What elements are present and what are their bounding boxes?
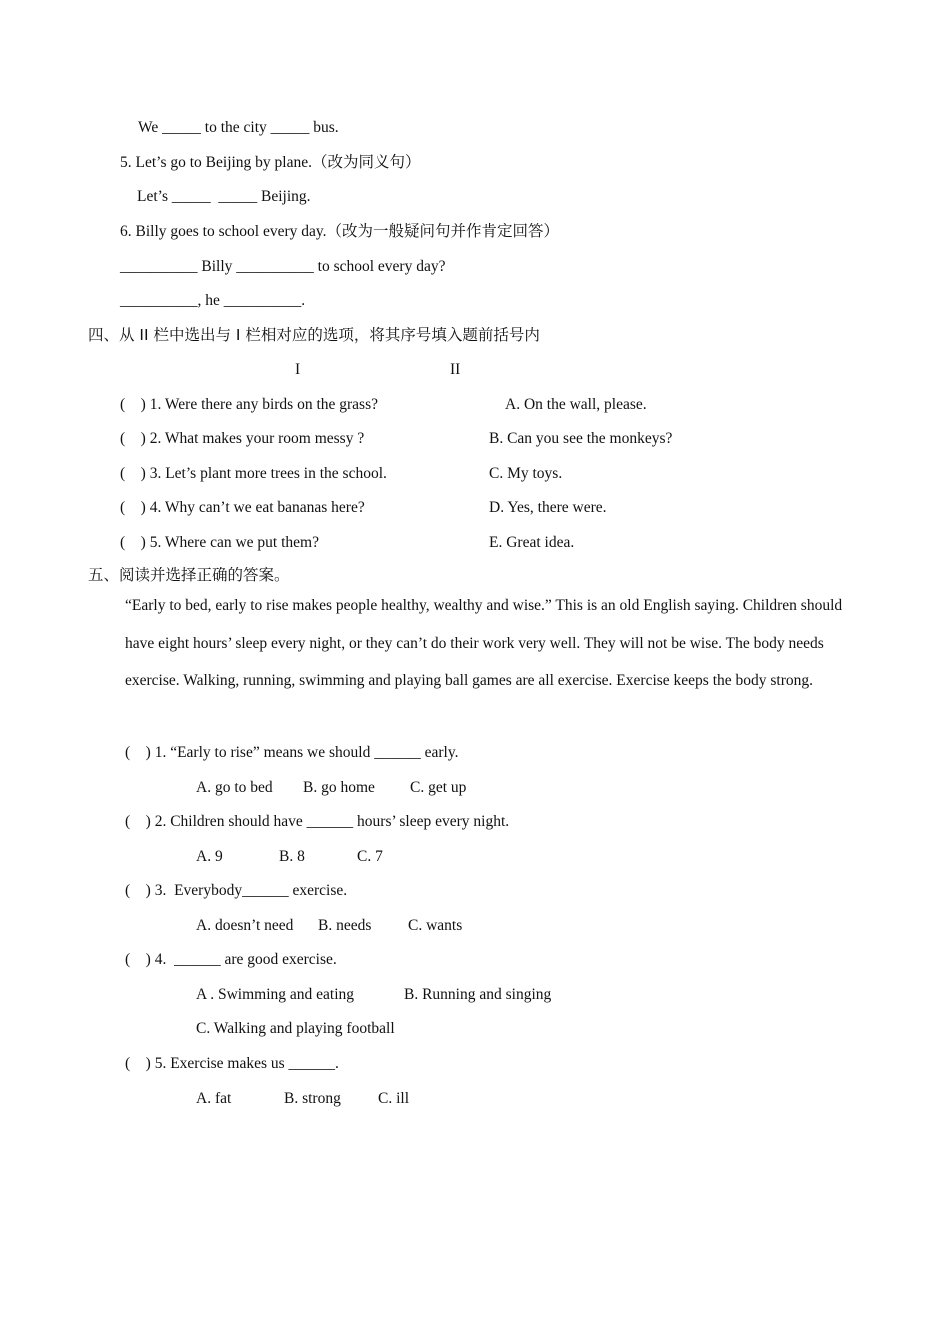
match-question: ( ) 2. What makes your room messy ?: [120, 430, 365, 447]
match-option: C. My toys.: [489, 465, 563, 482]
match-question: ( ) 4. Why can’t we eat bananas here?: [120, 499, 365, 516]
q5-answer-line: Let’s _____ _____ Beijing.: [137, 188, 311, 205]
q5-question: 5. Let’s go to Beijing by plane.（改为同义句）: [120, 154, 421, 171]
answer-option: C. wants: [408, 917, 463, 934]
answer-option: A . Swimming and eating: [196, 986, 355, 1003]
answer-option: C. 7: [357, 848, 383, 865]
answer-option: B. go home: [303, 779, 375, 796]
answer-option: B. needs: [318, 917, 372, 934]
answer-option: C. get up: [410, 779, 467, 796]
answer-option: C. Walking and playing football: [196, 1020, 395, 1037]
answer-option: A. go to bed: [196, 779, 273, 796]
section4-heading: 四、从 II 栏中选出与 I 栏相对应的选项，将其序号填入题前括号内: [88, 326, 540, 344]
match-question: ( ) 1. Were there any birds on the grass?: [120, 396, 379, 413]
reading-question: ( ) 2. Children should have ______ hours’ sleep every night.: [125, 813, 510, 830]
match-question: ( ) 3. Let’s plant more trees in the school.: [120, 465, 387, 482]
answer-option: B. strong: [284, 1090, 341, 1107]
answer-option: A. fat: [196, 1090, 232, 1107]
reading-question: ( ) 3. Everybody______ exercise.: [125, 882, 348, 899]
match-option: B. Can you see the monkeys?: [489, 430, 673, 447]
match-option: E. Great idea.: [489, 534, 575, 551]
match-option: D. Yes, there were.: [489, 499, 607, 516]
answer-option: B. 8: [279, 848, 305, 865]
q6-question: 6. Billy goes to school every day.（改为一般疑问句并作肯定回答）: [120, 223, 559, 240]
answer-option: A. 9: [196, 848, 223, 865]
q4-answer-line: We _____ to the city _____ bus.: [138, 119, 339, 136]
answer-option: C. ill: [378, 1090, 410, 1107]
reading-question: ( ) 5. Exercise makes us ______.: [125, 1055, 339, 1072]
q6-answer-line-2: __________, he __________.: [120, 292, 306, 309]
reading-passage: “Early to bed, early to rise makes people healthy, wealthy and wise.” This is an old English saying. Children should have eight hours’ sleep every night, or they can’t do their work very well. They will not be wise. The body needs exercise. Walking, running, swimming and playing ball games are all exercise. Exercise keeps the body strong.: [125, 597, 843, 689]
reading-question: ( ) 4. ______ are good exercise.: [125, 951, 337, 968]
section5-heading: 五、阅读并选择正确的答案。: [88, 566, 290, 584]
answer-option: A. doesn’t need: [196, 917, 294, 934]
answer-option: B. Running and singing: [404, 986, 552, 1003]
match-option: A. On the wall, please.: [505, 396, 647, 413]
column-ii-header: II: [450, 361, 461, 378]
q6-answer-line-1: __________ Billy __________ to school every day?: [120, 258, 446, 275]
match-question: ( ) 5. Where can we put them?: [120, 534, 319, 551]
column-i-header: I: [295, 361, 301, 378]
reading-question: ( ) 1. “Early to rise” means we should ______ early.: [125, 744, 459, 761]
